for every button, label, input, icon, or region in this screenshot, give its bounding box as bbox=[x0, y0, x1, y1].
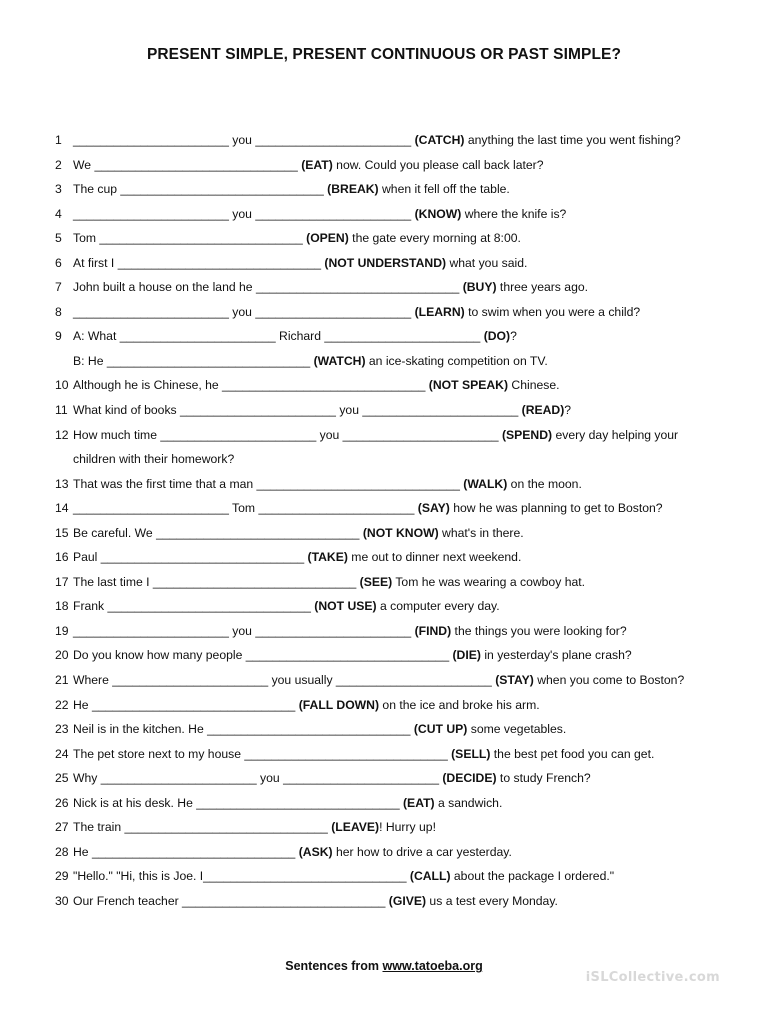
exercise-number: 24 bbox=[55, 746, 69, 761]
exercise-text: The cup ______________________________ (BREAK) when it fell off the table. bbox=[73, 182, 510, 197]
exercise-number: 1 bbox=[55, 133, 62, 147]
verb-cue: (LEAVE) bbox=[331, 820, 380, 835]
exercise-row bbox=[0, 177, 768, 202]
verb-cue: (NOT KNOW) bbox=[362, 525, 439, 540]
verb-cue: (SELL) bbox=[451, 746, 491, 761]
verb-cue: (CALL) bbox=[409, 869, 451, 884]
exercise-row bbox=[0, 766, 768, 791]
exercise-number: 6 bbox=[55, 255, 62, 270]
source-credit-prefix: Sentences from bbox=[285, 959, 383, 973]
exercise-text: Neil is in the kitchen. He ______________________________ (CUT UP) some vegetables. bbox=[73, 722, 567, 737]
exercise-row bbox=[0, 275, 768, 300]
exercise-text: _______________________ you _______________________ (LEARN) to swim when you were a child? bbox=[73, 304, 641, 319]
exercise-row bbox=[0, 643, 768, 668]
exercise-row bbox=[0, 472, 768, 497]
worksheet-title: PRESENT SIMPLE, PRESENT CONTINUOUS OR PAST SIMPLE? bbox=[146, 46, 622, 63]
exercise-number: 19 bbox=[55, 623, 69, 638]
exercise-number: 2 bbox=[55, 157, 62, 172]
verb-cue: (NOT USE) bbox=[314, 599, 377, 614]
exercise-row bbox=[0, 496, 768, 521]
exercise-row bbox=[0, 153, 768, 178]
exercise-text: Although he is Chinese, he ______________________________ (NOT SPEAK) Chinese. bbox=[73, 378, 560, 393]
exercise-text: Why _______________________ you _______________________ (DECIDE) to study French? bbox=[73, 771, 591, 786]
exercise-row bbox=[0, 324, 768, 349]
exercise-text: He ______________________________ (FALL DOWN) on the ice and broke his arm. bbox=[73, 697, 540, 712]
exercise-text: Be careful. We ______________________________ (NOT KNOW) what's in there. bbox=[73, 525, 524, 540]
exercise-number: 13 bbox=[55, 476, 69, 491]
exercise-row bbox=[0, 423, 768, 448]
verb-cue: (FALL DOWN) bbox=[298, 697, 380, 712]
exercise-row bbox=[0, 373, 768, 398]
verb-cue: (BREAK) bbox=[327, 182, 379, 197]
exercise-text: Do you know how many people ______________________________ (DIE) in yesterday's plane crash? bbox=[73, 648, 632, 663]
exercise-row bbox=[0, 447, 768, 472]
exercise-text: children with their homework? bbox=[73, 452, 235, 467]
exercise-number: 22 bbox=[55, 697, 69, 712]
exercise-text: Where _______________________ you usually _______________________ (STAY) when you come to Boston? bbox=[73, 673, 685, 688]
exercise-row bbox=[0, 202, 768, 227]
exercise-number: 14 bbox=[55, 501, 69, 516]
verb-cue: (BUY) bbox=[462, 280, 497, 295]
exercise-row bbox=[0, 521, 768, 546]
exercise-number: 28 bbox=[55, 844, 69, 859]
exercise-text: _______________________ you _______________________ (CATCH) anything the last time you went fishing? bbox=[73, 133, 681, 147]
exercise-number: 21 bbox=[55, 673, 69, 688]
verb-cue: (TAKE) bbox=[307, 550, 348, 565]
exercise-text: B: He ______________________________ (WATCH) an ice-skating competition on TV. bbox=[73, 353, 548, 368]
exercise-number: 11 bbox=[55, 403, 68, 418]
exercise-number: 12 bbox=[55, 427, 69, 442]
exercise-row bbox=[0, 717, 768, 742]
exercise-text: The train ______________________________ (LEAVE)! Hurry up! bbox=[73, 820, 436, 835]
exercise-text: Tom ______________________________ (OPEN) the gate every morning at 8:00. bbox=[73, 231, 521, 246]
exercise-number: 23 bbox=[55, 722, 69, 737]
exercise-row bbox=[0, 349, 768, 374]
exercise-number: 4 bbox=[55, 206, 62, 221]
verb-cue: (SEE) bbox=[359, 574, 393, 589]
verb-cue: (READ) bbox=[521, 403, 565, 418]
exercise-text: He ______________________________ (ASK) her how to drive a car yesterday. bbox=[73, 844, 512, 859]
exercise-text: _______________________ Tom _______________________ (SAY) how he was planning to get to Boston? bbox=[73, 501, 663, 516]
verb-cue: (EAT) bbox=[301, 157, 333, 172]
exercise-row bbox=[0, 840, 768, 865]
exercise-number: 20 bbox=[55, 648, 69, 663]
exercise-row bbox=[0, 693, 768, 718]
exercise-row bbox=[0, 594, 768, 619]
exercise-number: 9 bbox=[55, 329, 62, 344]
exercise-row bbox=[0, 226, 768, 251]
exercise-text: "Hello." "Hi, this is Joe. I______________________________ (CALL) about the package I ordered." bbox=[73, 869, 615, 884]
exercise-number: 27 bbox=[55, 820, 69, 835]
verb-cue: (CATCH) bbox=[414, 133, 465, 147]
exercise-row bbox=[0, 570, 768, 595]
watermark-logo: iSLCollective.com bbox=[585, 970, 720, 985]
exercise-list bbox=[0, 128, 768, 914]
exercise-text: _______________________ you _______________________ (FIND) the things you were looking for? bbox=[73, 623, 627, 638]
exercise-number: 25 bbox=[55, 771, 69, 786]
exercise-text: Our French teacher ______________________________ (GIVE) us a test every Monday. bbox=[73, 893, 558, 908]
exercise-text: Nick is at his desk. He ______________________________ (EAT) a sandwich. bbox=[73, 795, 503, 810]
exercise-text: The pet store next to my house ______________________________ (SELL) the best pet food you can get. bbox=[73, 746, 655, 761]
exercise-text: At first I ______________________________ (NOT UNDERSTAND) what you said. bbox=[73, 255, 528, 270]
exercise-text: _______________________ you _______________________ (KNOW) where the knife is? bbox=[73, 206, 567, 221]
exercise-row bbox=[0, 300, 768, 325]
exercise-number: 16 bbox=[55, 550, 69, 565]
exercise-text: A: What _______________________ Richard _______________________ (DO)? bbox=[73, 329, 517, 344]
exercise-row bbox=[0, 864, 768, 889]
exercise-text: Paul ______________________________ (TAKE) me out to dinner next weekend. bbox=[73, 550, 522, 565]
exercise-row bbox=[0, 398, 768, 423]
exercise-row bbox=[0, 545, 768, 570]
verb-cue: (OPEN) bbox=[306, 231, 349, 246]
exercise-number: 18 bbox=[55, 599, 69, 614]
exercise-number: 30 bbox=[55, 893, 69, 908]
exercise-row bbox=[0, 668, 768, 693]
verb-cue: (SAY) bbox=[417, 501, 450, 516]
verb-cue: (EAT) bbox=[403, 795, 435, 810]
exercise-text: John built a house on the land he ______________________________ (BUY) three years ago. bbox=[73, 280, 589, 295]
verb-cue: (NOT UNDERSTAND) bbox=[324, 255, 447, 270]
exercise-text: We ______________________________ (EAT) now. Could you please call back later? bbox=[73, 157, 544, 172]
verb-cue: (LEARN) bbox=[414, 304, 465, 319]
verb-cue: (ASK) bbox=[298, 844, 333, 859]
exercise-row bbox=[0, 619, 768, 644]
exercise-row bbox=[0, 791, 768, 816]
verb-cue: (SPEND) bbox=[501, 427, 553, 442]
verb-cue: (KNOW) bbox=[414, 206, 462, 221]
verb-cue: (FIND) bbox=[414, 623, 452, 638]
exercise-row bbox=[0, 128, 768, 153]
verb-cue: (WALK) bbox=[463, 476, 508, 491]
verb-cue: (DECIDE) bbox=[442, 771, 497, 786]
exercise-number: 26 bbox=[55, 795, 69, 810]
exercise-number: 17 bbox=[55, 574, 69, 589]
verb-cue: (STAY) bbox=[495, 673, 534, 688]
verb-cue: (NOT SPEAK) bbox=[428, 378, 509, 393]
exercise-text: How much time _______________________ you _______________________ (SPEND) every day helping your bbox=[73, 427, 679, 442]
verb-cue: (WATCH) bbox=[313, 353, 366, 368]
exercise-number: 3 bbox=[55, 182, 62, 197]
exercise-number: 7 bbox=[55, 280, 62, 295]
exercise-row bbox=[0, 815, 768, 840]
exercise-number: 29 bbox=[55, 869, 69, 884]
exercise-number: 5 bbox=[55, 231, 62, 246]
exercise-row bbox=[0, 742, 768, 767]
verb-cue: (GIVE) bbox=[388, 893, 427, 908]
exercise-number: 15 bbox=[55, 525, 69, 540]
exercise-text: The last time I ______________________________ (SEE) Tom he was wearing a cowboy hat. bbox=[73, 574, 586, 589]
verb-cue: (CUT UP) bbox=[413, 722, 468, 737]
exercise-row bbox=[0, 251, 768, 276]
verb-cue: (DO) bbox=[483, 329, 511, 344]
exercise-text: What kind of books _______________________ you _______________________ (READ)? bbox=[73, 403, 572, 418]
exercise-number: 10 bbox=[55, 378, 69, 393]
verb-cue: (DIE) bbox=[452, 648, 481, 663]
exercise-number: 8 bbox=[55, 304, 62, 319]
exercise-text: That was the first time that a man ______________________________ (WALK) on the moon. bbox=[73, 476, 582, 491]
exercise-text: Frank ______________________________ (NOT USE) a computer every day. bbox=[73, 599, 500, 614]
source-link[interactable]: www.tatoeba.org bbox=[382, 959, 483, 973]
exercise-row bbox=[0, 889, 768, 914]
